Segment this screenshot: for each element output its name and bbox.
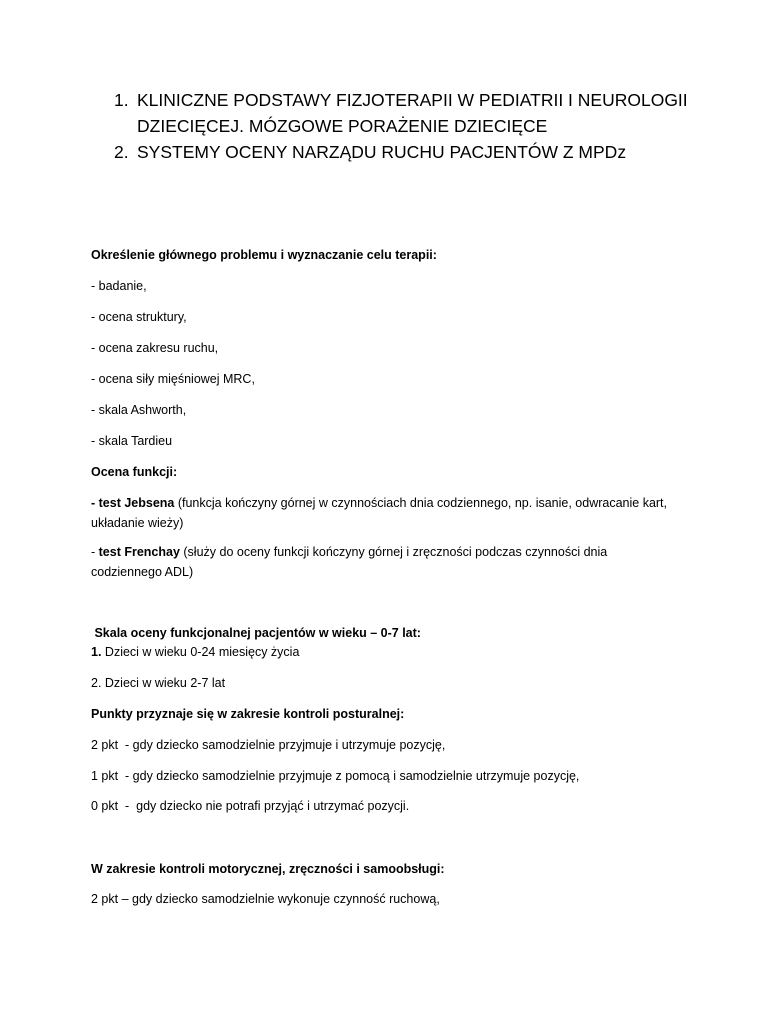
postural-heading: Punkty przyznaje się w zakresie kontroli posturalnej:	[91, 707, 405, 721]
heading-item-1	[114, 87, 714, 139]
points-item: 0 pkt - gdy dziecko nie potrafi przyjąć i utrzymać pozycji.	[91, 799, 410, 813]
frenchay-test-paragraph	[91, 542, 661, 582]
jebsen-test-name: - test Jebsena	[91, 496, 175, 510]
heading-item-2	[114, 139, 714, 165]
heading-number: 1.	[114, 90, 129, 110]
heading-list	[114, 87, 714, 165]
scale-item-1	[91, 642, 691, 662]
points-item: 2 pkt – gdy dziecko samodzielnie wykonuje czynność ruchową,	[91, 892, 440, 906]
points-item: 1 pkt - gdy dziecko samodzielnie przyjmuje z pomocą i samodzielnie utrzymuje pozycję,	[91, 769, 580, 783]
motor-heading: W zakresie kontroli motorycznej, zręczności i samoobsługi:	[91, 862, 445, 876]
list-item: - skala Tardieu	[91, 434, 173, 448]
jebsen-test-paragraph	[91, 493, 671, 533]
heading-line: KLINICZNE PODSTAWY FIZJOTERAPII W PEDIATRII I NEUROLOGII	[137, 90, 688, 110]
function-heading: Ocena funkcji:	[91, 465, 178, 479]
scale-item-text: Dzieci w wieku 0-24 miesięcy życia	[101, 645, 300, 659]
problem-heading: Określenie głównego problemu i wyznaczanie celu terapii:	[91, 248, 437, 262]
scale-heading: Skala oceny funkcjonalnej pacjentów w wieku – 0-7 lat:	[91, 626, 421, 640]
heading-line: SYSTEMY OCENY NARZĄDU RUCHU PACJENTÓW Z MPDz	[137, 142, 627, 162]
jebsen-test-description: (funkcja kończyny górnej w czynnościach dnia codziennego, np. isanie, odwracanie kart, układanie wieży)	[91, 496, 668, 530]
heading-number: 2.	[114, 142, 129, 162]
heading-line: DZIECIĘCEJ. MÓZGOWE PORAŻENIE DZIECIĘCE	[137, 116, 548, 136]
list-item: - skala Ashworth,	[91, 403, 187, 417]
list-item: - badanie,	[91, 279, 147, 293]
frenchay-test-description: (służy do oceny funkcji kończyny górnej i zręczności podczas czynności dnia codziennego ADL)	[91, 545, 608, 579]
frenchay-test-name: test Frenchay	[98, 545, 180, 559]
list-item: - ocena struktury,	[91, 310, 187, 324]
frenchay-dash: -	[91, 545, 99, 559]
list-item: - ocena zakresu ruchu,	[91, 341, 219, 355]
scale-item-number: 1.	[91, 645, 102, 659]
list-item: - ocena siły mięśniowej MRC,	[91, 372, 255, 386]
points-item: 2 pkt - gdy dziecko samodzielnie przyjmuje i utrzymuje pozycję,	[91, 738, 446, 752]
scale-item-2: 2. Dzieci w wieku 2-7 lat	[91, 676, 226, 690]
